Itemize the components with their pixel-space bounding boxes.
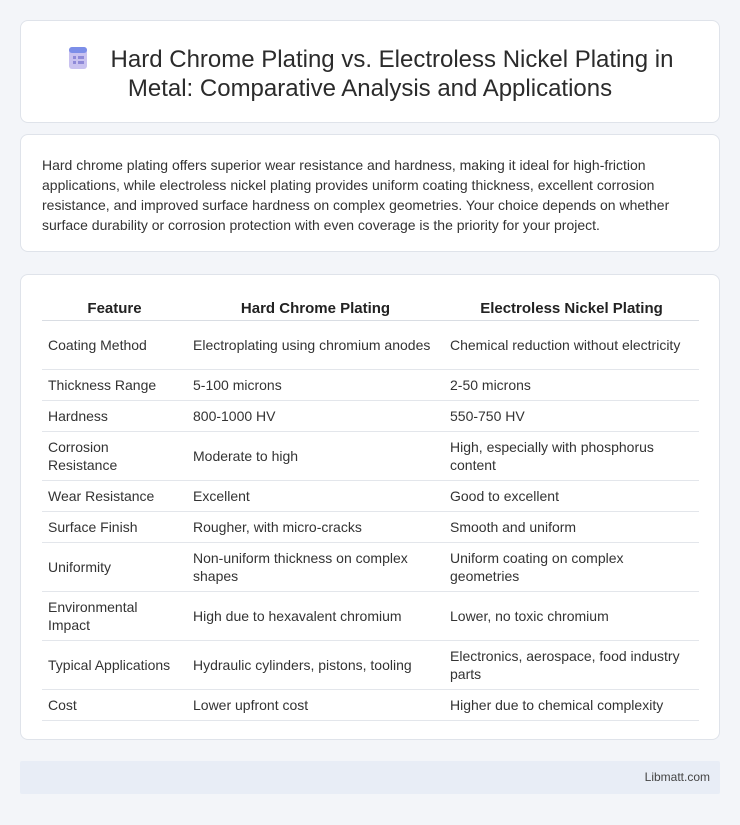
hard-chrome-cell: High due to hexavalent chromium — [187, 591, 444, 640]
feature-cell: Typical Applications — [42, 640, 187, 689]
footer-bar — [20, 761, 720, 794]
electroless-nickel-cell: 2-50 microns — [444, 369, 699, 400]
table-row — [42, 400, 699, 431]
electroless-nickel-cell: Good to excellent — [444, 480, 699, 511]
table-header-row — [42, 295, 699, 320]
feature-cell: Thickness Range — [42, 369, 187, 400]
summary-text: Hard chrome plating offers superior wear resistance and hardness, making it ideal for high-friction applications, while electroless nickel plating provides uniform coating thickness, excellent corrosion resistance, and improved surface hardness on complex geometries. Your choice depends on whether surface durability or corrosion protection with even coverage is the priority for your project. — [42, 157, 670, 233]
hard-chrome-cell: Excellent — [187, 480, 444, 511]
footer-brand-link[interactable]: Libmatt.com — [644, 770, 710, 784]
feature-cell: Corrosion Resistance — [42, 431, 187, 480]
title-line-1: Hard Chrome Plating vs. Electroless Nickel Plating in — [110, 46, 674, 73]
electroless-nickel-cell: Smooth and uniform — [444, 511, 699, 542]
column-header-electroless-nickel: Electroless Nickel Plating — [444, 295, 699, 320]
hard-chrome-cell: Lower upfront cost — [187, 689, 444, 720]
electroless-nickel-cell: Higher due to chemical complexity — [444, 689, 699, 720]
title-card — [20, 20, 720, 123]
document-icon — [67, 46, 89, 70]
hard-chrome-cell: Hydraulic cylinders, pistons, tooling — [187, 640, 444, 689]
title-line-2: Metal: Comparative Analysis and Applications — [127, 75, 613, 102]
table-row — [42, 511, 699, 542]
table-row — [42, 431, 699, 480]
feature-cell: Wear Resistance — [42, 480, 187, 511]
page-title — [21, 45, 719, 103]
feature-cell: Uniformity — [42, 542, 187, 591]
hard-chrome-cell: 800-1000 HV — [187, 400, 444, 431]
table-row — [42, 320, 699, 369]
hard-chrome-cell: Rougher, with micro-cracks — [187, 511, 444, 542]
feature-cell: Hardness — [42, 400, 187, 431]
table-row — [42, 369, 699, 400]
electroless-nickel-cell: Uniform coating on complex geometries — [444, 542, 699, 591]
summary-card — [20, 134, 720, 252]
electroless-nickel-cell: Lower, no toxic chromium — [444, 591, 699, 640]
hard-chrome-cell: Non-uniform thickness on complex shapes — [187, 542, 444, 591]
hard-chrome-cell: Electroplating using chromium anodes — [187, 320, 444, 369]
electroless-nickel-cell: Chemical reduction without electricity — [444, 320, 699, 369]
comparison-table — [42, 295, 699, 721]
electroless-nickel-cell: Electronics, aerospace, food industry parts — [444, 640, 699, 689]
feature-cell: Surface Finish — [42, 511, 187, 542]
feature-cell: Environmental Impact — [42, 591, 187, 640]
column-header-feature: Feature — [42, 295, 187, 320]
feature-cell: Coating Method — [42, 320, 187, 369]
feature-cell: Cost — [42, 689, 187, 720]
table-row — [42, 591, 699, 640]
electroless-nickel-cell: High, especially with phosphorus content — [444, 431, 699, 480]
hard-chrome-cell: Moderate to high — [187, 431, 444, 480]
table-row — [42, 480, 699, 511]
hard-chrome-cell: 5-100 microns — [187, 369, 444, 400]
table-row — [42, 689, 699, 720]
table-row — [42, 542, 699, 591]
column-header-hard-chrome: Hard Chrome Plating — [187, 295, 444, 320]
table-row — [42, 640, 699, 689]
table-card — [20, 274, 720, 740]
electroless-nickel-cell: 550-750 HV — [444, 400, 699, 431]
